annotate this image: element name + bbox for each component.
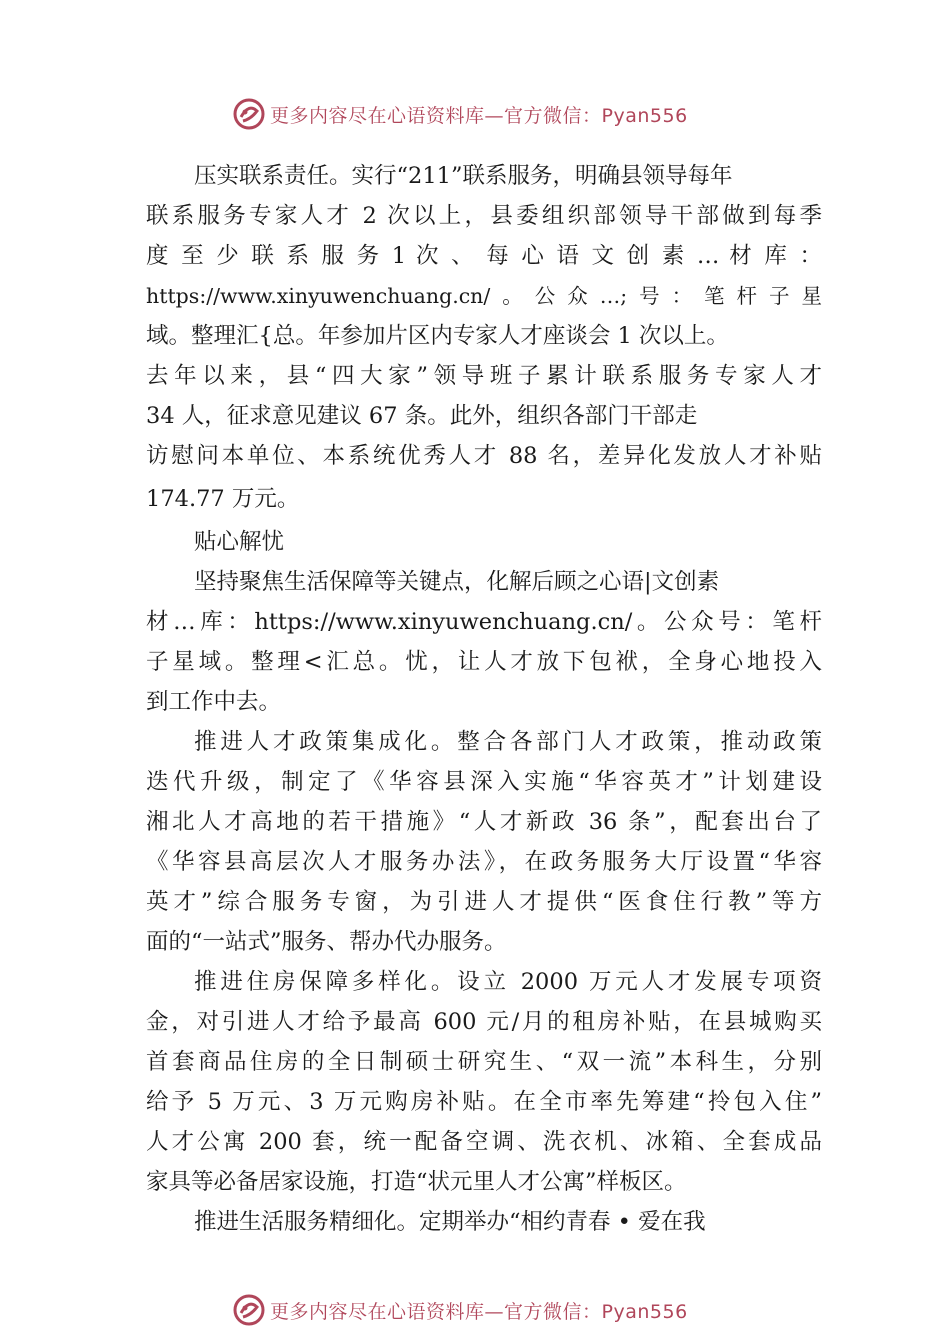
seal-logo-icon xyxy=(232,1293,266,1327)
text-line: 174.77 万元。 xyxy=(146,486,300,512)
text-line: 去年以来，县“四大家”领导班子累计联系服务专家人才 xyxy=(146,363,822,389)
text-line: 子星域。整理<汇总。忧，让人才放下包袱，全身心地投入 xyxy=(146,649,822,675)
text-line: 压实联系责任。实行“211”联系服务，明确县领导每年 xyxy=(194,163,733,189)
text-line: 联系服务专家人才 2 次以上，县委组织部领导干部做到每季 xyxy=(146,203,822,229)
text-line: 访慰问本单位、本系统优秀人才 88 名，差异化发放人才补贴 xyxy=(146,443,822,469)
text-line: 推进住房保障多样化。设立 2000 万元人才发展专项资 xyxy=(194,969,822,995)
text-line: 推进生活服务精细化。定期举办“相约青春 • 爱在我 xyxy=(194,1209,706,1235)
text-line: 金，对引进人才给予最高 600 元/月的租房补贴，在县城购买 xyxy=(146,1009,822,1035)
header-watermark-banner xyxy=(0,94,950,134)
document-body xyxy=(146,156,822,1242)
banner-text: 更多内容尽在心语资料库—官方微信：Pyan556 xyxy=(270,104,688,127)
text-line: 面的“一站式”服务、帮办代办服务。 xyxy=(146,929,507,955)
text-line: 首套商品住房的全日制硕士研究生、“双一流”本科生，分别 xyxy=(146,1049,822,1075)
text-line: 坚持聚焦生活保障等关键点，化解后顾之心语|文创素 xyxy=(194,569,720,595)
section-heading: 贴心解忧 xyxy=(194,529,285,555)
text-line: 度 至 少 联 系 服 务 1 次 、 每 心 语 文 创 素 … 材 库 ： xyxy=(146,243,822,269)
text-line: https://www.xinyuwenchuang.cn/。公众…;号：笔杆子星 xyxy=(146,284,822,308)
text-line: 给予 5 万元、3 万元购房补贴。在全市率先筹建“拎包入住” xyxy=(146,1089,822,1115)
text-line: 34 人，征求意见建议 67 条。此外，组织各部门干部走 xyxy=(146,403,698,429)
banner-text: 更多内容尽在心语资料库—官方微信：Pyan556 xyxy=(270,1300,688,1323)
text-line: 域。整理汇{总。年参加片区内专家人才座谈会 1 次以上。 xyxy=(146,323,729,349)
text-line: 推进人才政策集成化。整合各部门人才政策，推动政策 xyxy=(194,729,822,755)
text-line: 英才”综合服务专窗，为引进人才提供“医食住行教”等方 xyxy=(146,889,822,915)
text-line: 湘北人才高地的若干措施》“人才新政 36 条”，配套出台了 xyxy=(146,809,822,835)
seal-logo-icon xyxy=(232,97,266,131)
text-line: 材…库：https://www.xinyuwenchuang.cn/。公众号：笔杆 xyxy=(146,609,822,635)
text-line: 家具等必备居家设施，打造“状元里人才公寓”样板区。 xyxy=(146,1169,687,1195)
text-line: 迭代升级，制定了《华容县深入实施“华容英才”计划建设 xyxy=(146,769,822,795)
text-line: 到工作中去。 xyxy=(146,689,282,715)
footer-watermark-banner xyxy=(0,1290,950,1330)
text-line: 《华容县高层次人才服务办法》，在政务服务大厅设置“华容 xyxy=(146,849,822,875)
text-line: 人才公寓 200 套，统一配备空调、洗衣机、冰箱、全套成品 xyxy=(146,1129,822,1155)
